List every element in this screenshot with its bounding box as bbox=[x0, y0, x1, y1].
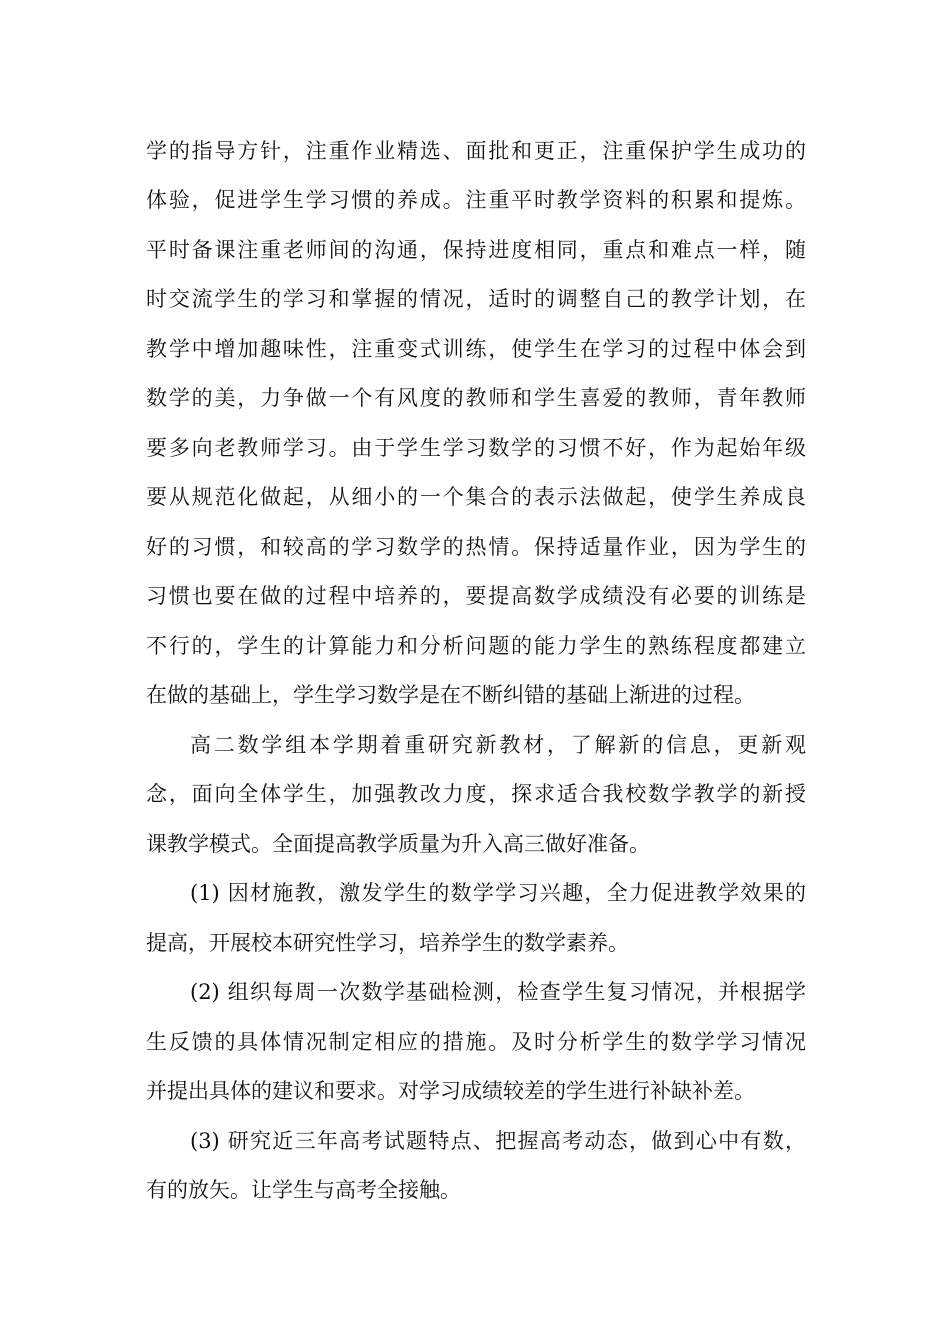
text-line: (1) 因材施教，激发学生的数学学习兴趣，全力促进教学效果的 bbox=[190, 881, 806, 905]
text-line: 高二数学组本学期着重研究新教材，了解新的信息，更新观 bbox=[190, 733, 806, 757]
text-line: 学的指导方针，注重作业精选、面批和更正，注重保护学生成功的 bbox=[146, 139, 806, 163]
text-line: 提高，开展校本研究性学习，培养学生的数学素养。 bbox=[146, 931, 629, 955]
text-line: 习惯也要在做的过程中培养的，要提高数学成绩没有必要的训练是 bbox=[146, 584, 806, 608]
text-line: 平时备课注重老师间的沟通，保持进度相同，重点和难点一样，随 bbox=[146, 238, 806, 262]
text-line: 不行的，学生的计算能力和分析问题的能力学生的熟练程度都建立 bbox=[146, 634, 806, 658]
text-line: 生反馈的具体情况制定相应的措施。及时分析学生的数学学习情况 bbox=[146, 1030, 806, 1054]
text-line: 有的放矢。让学生与高考全接触。 bbox=[146, 1178, 461, 1202]
text-line: 要从规范化做起，从细小的一个集合的表示法做起，使学生养成良 bbox=[146, 485, 806, 509]
text-line: 课教学模式。全面提高教学质量为升入高三做好准备。 bbox=[146, 832, 650, 856]
text-line: 在做的基础上，学生学习数学是在不断纠错的基础上渐进的过程。 bbox=[146, 683, 755, 707]
text-line: (2) 组织每周一次数学基础检测，检查学生复习情况，并根据学 bbox=[190, 980, 806, 1004]
text-line: 要多向老教师学习。由于学生学习数学的习惯不好，作为起始年级 bbox=[146, 436, 806, 460]
text-line: 并提出具体的建议和要求。对学习成绩较差的学生进行补缺补差。 bbox=[146, 1079, 755, 1103]
text-line: 时交流学生的学习和掌握的情况，适时的调整自己的教学计划，在 bbox=[146, 287, 806, 311]
text-line: 数学的美，力争做一个有风度的教师和学生喜爱的教师，青年教师 bbox=[146, 386, 806, 410]
text-line: 体验，促进学生学习惯的养成。注重平时教学资料的积累和提炼。 bbox=[146, 188, 806, 212]
text-line: 教学中增加趣味性，注重变式训练，使学生在学习的过程中体会到 bbox=[146, 337, 806, 361]
text-line: 念，面向全体学生，加强教改力度，探求适合我校数学教学的新授 bbox=[146, 782, 806, 806]
text-line: 好的习惯，和较高的学习数学的热情。保持适量作业，因为学生的 bbox=[146, 535, 806, 559]
text-line: (3) 研究近三年高考试题特点、把握高考动态，做到心中有数， bbox=[190, 1129, 806, 1153]
